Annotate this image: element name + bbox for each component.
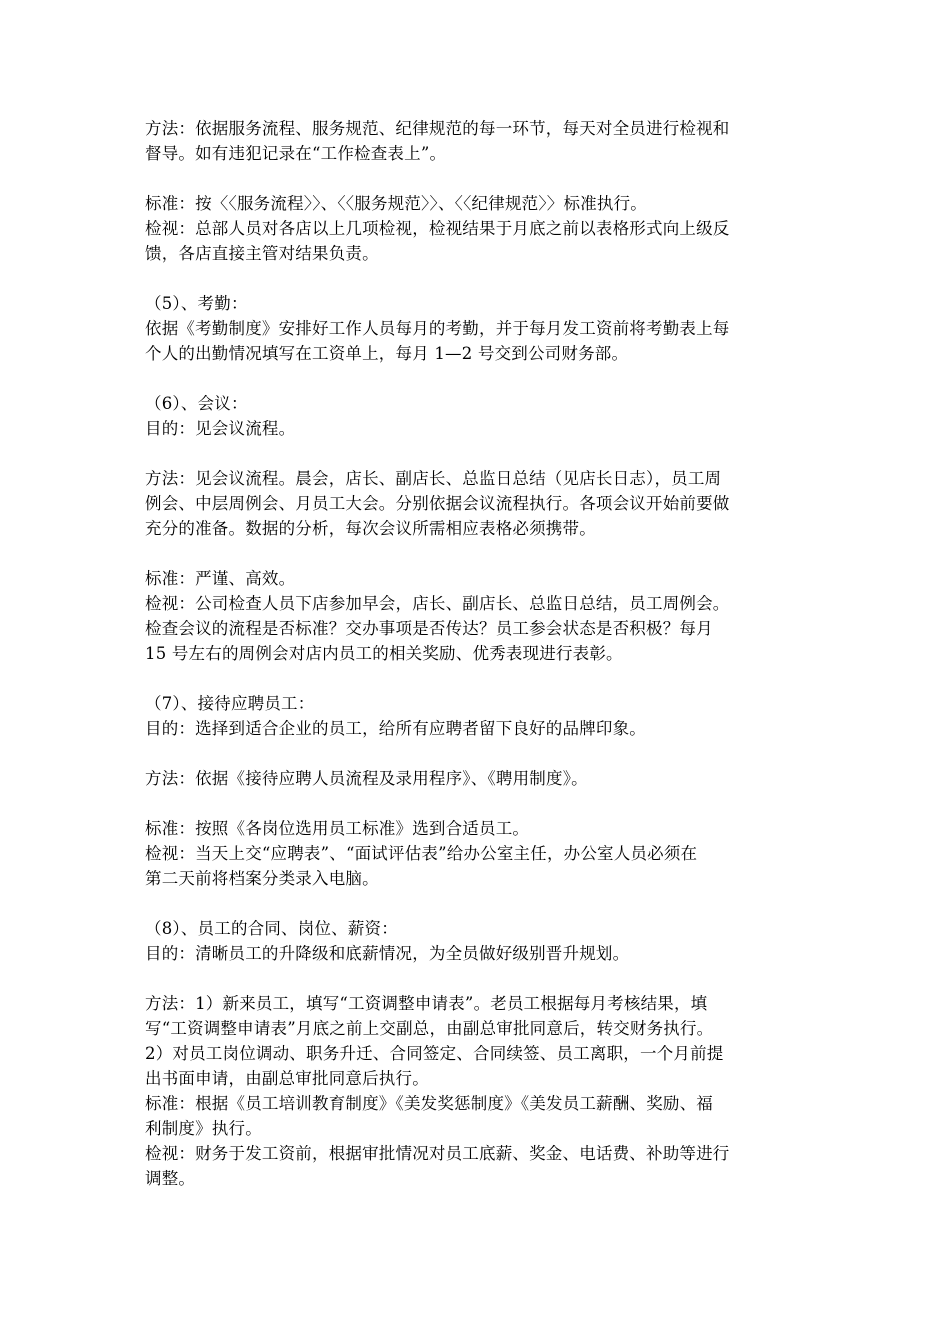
text-line: 例会、中层周例会、月员工大会。分别依据会议流程执行。各项会议开始前要做	[145, 494, 730, 513]
text-line: 15 号左右的周例会对店内员工的相关奖励、优秀表现进行表彰。	[145, 644, 623, 663]
text-line: 检视：总部人员对各店以上几项检视，检视结果于月底之前以表格形式向上级反	[145, 219, 730, 238]
text-line: 利制度》执行。	[145, 1119, 262, 1138]
text-line: 充分的准备。数据的分析，每次会议所需相应表格必须携带。	[145, 519, 596, 538]
text-line: 检查会议的流程是否标准？交办事项是否传达？员工参会状态是否积极？每月	[145, 619, 713, 638]
text-line: 方法：见会议流程。晨会，店长、副店长、总监日总结（见店长日志），员工周	[145, 469, 722, 488]
paragraph-meeting-standard	[145, 566, 810, 666]
text-line: 目的：清晰员工的升降级和底薪情况，为全员做好级别晋升规划。	[145, 944, 630, 963]
document-body	[145, 116, 810, 1191]
text-line: 标准：按照《各岗位选用员工标准》选到合适员工。	[145, 819, 530, 838]
text-line: 调整。	[145, 1169, 196, 1188]
paragraph-inspection-method	[145, 116, 810, 166]
text-line: 出书面申请，由副总审批同意后执行。	[145, 1069, 429, 1088]
text-line: 检视：财务于发工资前，根据审批情况对员工底薪、奖金、电话费、补助等进行	[145, 1144, 730, 1163]
text-line: 标准：按〈〈服务流程〉〉、〈〈服务规范〉〉、〈〈纪律规范〉〉标准执行。	[145, 194, 647, 213]
paragraph-meeting-method	[145, 466, 810, 541]
text-line: 2）对员工岗位调动、职务升迁、合同签定、合同续签、员工离职，一个月前提	[145, 1044, 724, 1063]
text-line: 方法：依据《接待应聘人员流程及录用程序》、《聘用制度》。	[145, 769, 588, 788]
text-line: 方法：依据服务流程、服务规范、纪律规范的每一环节，每天对全员进行检视和	[145, 119, 730, 138]
section-recruitment	[145, 691, 810, 741]
text-line: 依据《考勤制度》安排好工作人员每月的考勤，并于每月发工资前将考勤表上每	[145, 319, 730, 338]
paragraph-inspection-standard	[145, 191, 810, 266]
section-contract-salary	[145, 916, 810, 966]
text-line: 检视：公司检查人员下店参加早会，店长、副店长、总监日总结，员工周例会。	[145, 594, 730, 613]
text-line: 馈，各店直接主管对结果负责。	[145, 244, 379, 263]
text-line: 目的：见会议流程。	[145, 419, 296, 438]
section-heading: （8）、员工的合同、岗位、薪资：	[145, 919, 398, 938]
section-attendance	[145, 291, 810, 366]
text-line: 标准：严谨、高效。	[145, 569, 296, 588]
text-line: 标准：根据《员工培训教育制度》《美发奖惩制度》《美发员工薪酬、奖励、福	[145, 1094, 713, 1113]
text-line: 督导。如有违犯记录在“工作检查表上”。	[145, 144, 447, 163]
text-line: 检视：当天上交“应聘表”、“面试评估表”给办公室主任，办公室人员必须在	[145, 844, 698, 863]
text-line: 第二天前将档案分类录入电脑。	[145, 869, 379, 888]
paragraph-contract-method	[145, 991, 810, 1191]
section-heading: （6）、会议：	[145, 394, 248, 413]
text-line: 方法：1）新来员工，填写“工资调整申请表”。老员工根据每月考核结果，填	[145, 994, 708, 1013]
text-line: 目的：选择到适合企业的员工，给所有应聘者留下良好的品牌印象。	[145, 719, 646, 738]
paragraph-recruitment-method	[145, 766, 810, 791]
section-heading: （5）、考勤：	[145, 294, 248, 313]
section-heading: （7）、接待应聘员工：	[145, 694, 315, 713]
text-line: 写“工资调整申请表”月底之前上交副总，由副总审批同意后，转交财务执行。	[145, 1019, 714, 1038]
text-line: 个人的出勤情况填写在工资单上，每月 1—2 号交到公司财务部。	[145, 344, 629, 363]
section-meeting	[145, 391, 810, 441]
paragraph-recruitment-standard	[145, 816, 810, 891]
